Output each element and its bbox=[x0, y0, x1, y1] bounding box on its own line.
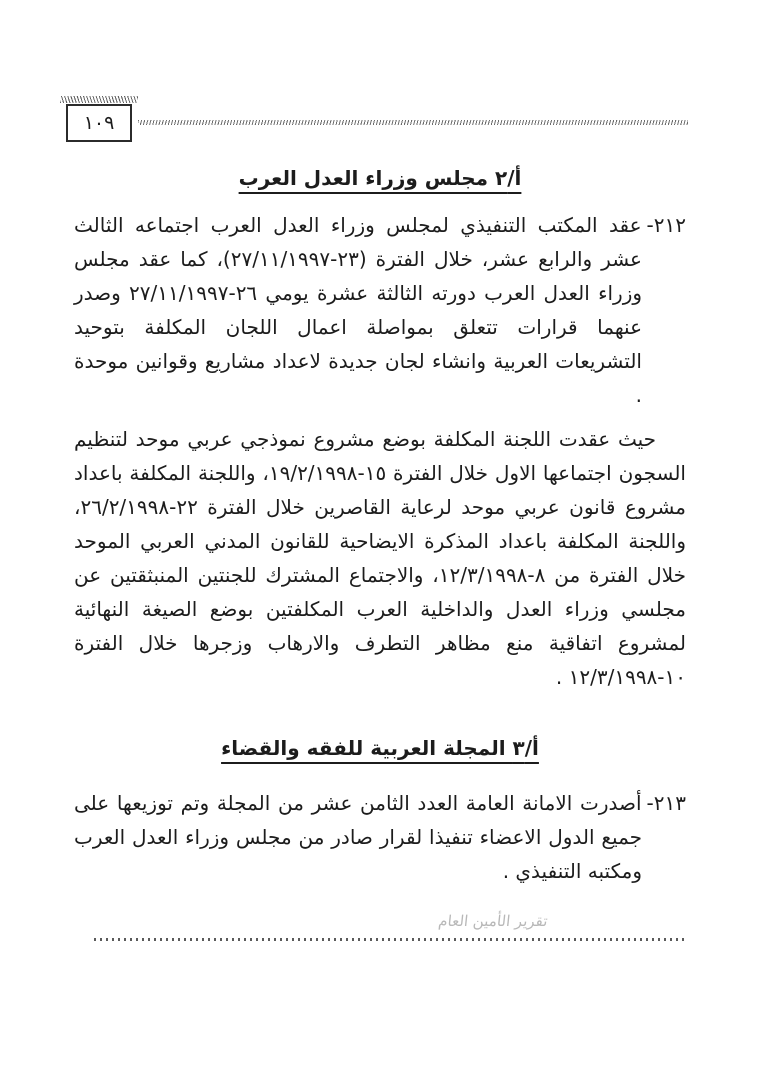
paragraph-213-number: ٢١٣- bbox=[646, 791, 686, 815]
paragraph-212 bbox=[74, 208, 686, 412]
paragraph-213-text: أصدرت الامانة العامة العدد الثامن عشر من المجلة وتم توزيعها على جميع الدول الاعضاء تنفيذا لقرار صادر من مجلس وزراء العدل العرب ومكتبه التنفيذي . bbox=[74, 791, 642, 883]
hatch-mark bbox=[60, 96, 138, 103]
paragraph-213 bbox=[74, 786, 686, 888]
paragraph-212-number: ٢١٢- bbox=[646, 213, 686, 237]
header-hatched-rule bbox=[138, 120, 688, 125]
section-heading-justice-ministers: أ/٢ مجلس وزراء العدل العرب bbox=[238, 166, 522, 190]
paragraph-committees: حيث عقدت اللجنة المكلفة بوضع مشروع نموذجي عربي موحد لتنظيم السجون اجتماعها الاول خلال الفترة ١٥-١٩/٢/١٩٩٨، واللجنة المكلفة باعداد مشروع قانون عربي موحد لرعاية القاصرين خلال الفترة ٢٢-٢٦/٢/١٩٩٨، واللجنة المكلفة باعداد المذكرة الايضاحية للقانون المدني العربي الموحد خلال الفترة من ٨-١٢/٣/١٩٩٨، والاجتماع المشترك للجنتين المنبثقتين عن مجلسي وزراء العدل والداخلية العرب المكلفتين بوضع الصيغة النهائية لمشروع اتفاقية منع مظاهر التطرف والارهاب وزجرها خلال الفترة ١٠-١٢/٣/١٩٩٨ . bbox=[74, 427, 687, 689]
page-number-box bbox=[66, 104, 132, 142]
footer-dotted-rule bbox=[94, 938, 688, 941]
footer-signature: تقرير الأمين العام bbox=[437, 912, 549, 930]
section-heading-arab-journal: أ/٣ المجلة العربية للفقه والقضاء bbox=[221, 736, 539, 760]
page-number: ١٠٩ bbox=[83, 112, 115, 134]
paragraph-212-text: عقد المكتب التنفيذي لمجلس وزراء العدل العرب اجتماعه الثالث عشر والرابع عشر، خلال الفترة (٢٣-٢٧/١١/١٩٩٧)، كما عقد مجلس وزراء العدل العرب دورته الثالثة عشرة يومي ٢٦-٢٧/١١/١٩٩٧ وصدر عنهما قرارات تتعلق بمواصلة اعمال اللجان المكلفة بتوحيد التشريعات العربية وانشاء لجان جديدة لاعداد مشاريع وقوانين موحدة . bbox=[74, 213, 643, 407]
